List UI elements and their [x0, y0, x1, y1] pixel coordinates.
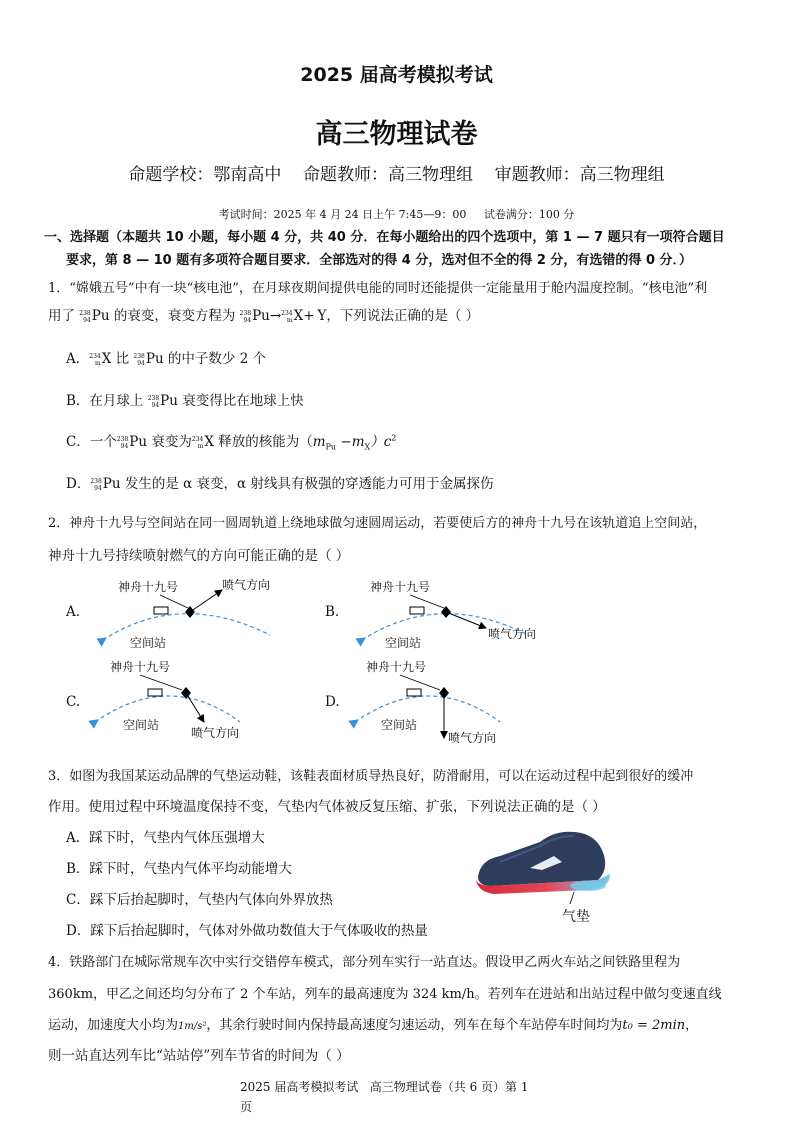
q3-line2: 作用。使用过程中环境温度保持不变，气垫内气体被反复压缩、扩张，下列说法正确的是（ ） [48, 799, 606, 815]
orbit-arc [103, 614, 270, 640]
section1-instructions-line1: 一、选择题（本题共 10 小题，每小题 4 分，共 40 分．在每小题给出的四个选项中，第 1 — 7 题只有一项符合题目 [44, 230, 725, 245]
q1-option-a[interactable]: A．234 mX 比 238 94Pu 的中子数少 2 个 [66, 351, 267, 367]
jet-direction-arrow [446, 612, 486, 628]
space-station-icon [154, 607, 168, 614]
section1-instructions-line2: 要求，第 8 — 10 题有多项符合题目要求．全部选对的得 4 分，选对但不全的得 2 分，有选错的得 0 分．） [66, 253, 693, 268]
q2-diagram-a [103, 590, 270, 640]
q3-option-b[interactable]: B．踩下时，气垫内气体平均动能增大 [66, 861, 292, 877]
q3-line1: 3．如图为我国某运动品牌的气垫运动鞋，该鞋表面材质导热良好，防滑耐用，可以在运动过程中起到很好的缓冲 [48, 769, 694, 784]
label-ship-a: 神舟十九号 [118, 580, 179, 594]
label-station-b: 空间站 [385, 636, 422, 650]
shoe-air-cushion-label: 气垫 [562, 909, 590, 925]
label-jet-c: 喷气方向 [191, 726, 240, 740]
q1-option-c[interactable]: C．一个238 94Pu 衰变为234 mX 释放的核能为$(m_{Pu} -m_X)c^2$ [66, 433, 397, 452]
q2-option-b-letter[interactable]: B. [325, 604, 340, 620]
authors-line: 命题学校：鄂南高中 命题教师：高三物理组 审题教师：高三物理组 [128, 165, 665, 185]
q1-line1: 1．“嫦娥五号”中有一块“核电池”，在月球夜期间提供电能的同时还能提供一定能量用于舱内温度控制。“核电池”利 [48, 281, 708, 296]
q2-line1: 2．神舟十九号与空间站在同一圆周轨道上绕地球做匀速圆周运动，若要使后方的神舟十九号在该轨道追上空间站， [48, 516, 707, 531]
q2-diagram-c [95, 675, 240, 722]
paper-title: 高三物理试卷 [315, 119, 478, 150]
q3-option-d[interactable]: D．踩下后抬起脚时，气体对外做功数值大于气体吸收的热量 [66, 923, 428, 939]
q4-line4: 则一站直达列车比“站站停”列车节省的时间为（ ） [48, 1048, 350, 1064]
label-ship-b: 神舟十九号 [370, 580, 431, 594]
label-ship-d: 神舟十九号 [366, 660, 427, 674]
footer-line2: 页 [240, 1100, 253, 1114]
q2-option-d-letter[interactable]: D. [325, 694, 340, 710]
q2-option-a-letter[interactable]: A. [66, 604, 81, 620]
exam-title: 2025 届高考模拟考试 [300, 64, 493, 86]
orbit-arc [355, 696, 500, 722]
footer-line1: 2025 届高考模拟考试 高三物理试卷（共 6 页）第 1 [240, 1080, 529, 1094]
jet-direction-arrow [190, 590, 222, 612]
label-ship-c: 神舟十九号 [110, 660, 171, 674]
space-station-icon [407, 689, 421, 696]
label-station-d: 空间站 [381, 718, 418, 732]
q4-line2: 360km，甲乙之间还均匀分布了 2 个车站，列车的最高速度为 324 km/h。若列车在进站和出站过程中做匀变速直线 [48, 987, 722, 1002]
label-jet-a: 喷气方向 [222, 578, 271, 592]
q2-line2: 神舟十九号持续喷射燃气的方向可能正确的是（ ） [48, 548, 350, 564]
q3-option-c[interactable]: C．踩下后抬起脚时，气垫内气体向外界放热 [66, 892, 333, 908]
q1-option-d[interactable]: D．238 94Pu 发生的是 α 衰变，α 射线具有极强的穿透能力可用于金属探伤 [66, 476, 494, 492]
q1-line2: 用了 238 94Pu 的衰变，衰变方程为 238 94Pu→234 mX+ Y，下列说法正确的是（ ） [48, 308, 480, 324]
space-station-icon [148, 689, 162, 696]
q4-line3: 运动，加速度大小均为1m/s²，其余行驶时间内保持最高速度匀速运动，列车在每个车站停车时间均为t₀ = 2min， [48, 1018, 699, 1033]
jet-direction-arrow [186, 693, 204, 722]
time-info: 考试时间：2025 年 4 月 24 日上午 7:45—9：00 试卷满分：100 分 [218, 208, 575, 221]
label-jet-b: 喷气方向 [488, 627, 537, 641]
q1-option-b[interactable]: B．在月球上 238 94Pu 衰变得比在地球上快 [66, 393, 304, 409]
space-station-icon [410, 607, 424, 614]
label-jet-d: 喷气方向 [448, 731, 497, 745]
q3-option-a[interactable]: A．踩下时，气垫内气体压强增大 [66, 830, 265, 846]
air-cushion-shoe-image [470, 822, 620, 932]
q2-option-c-letter[interactable]: C. [66, 694, 81, 710]
orbit-arc [95, 696, 240, 722]
label-station-c: 空间站 [123, 718, 160, 732]
q4-line1: 4．铁路部门在城际常规车次中实行交错停车模式，部分列车实行一站直达。假设甲乙两火车站之间铁路里程为 [48, 955, 681, 970]
label-station-a: 空间站 [130, 636, 167, 650]
